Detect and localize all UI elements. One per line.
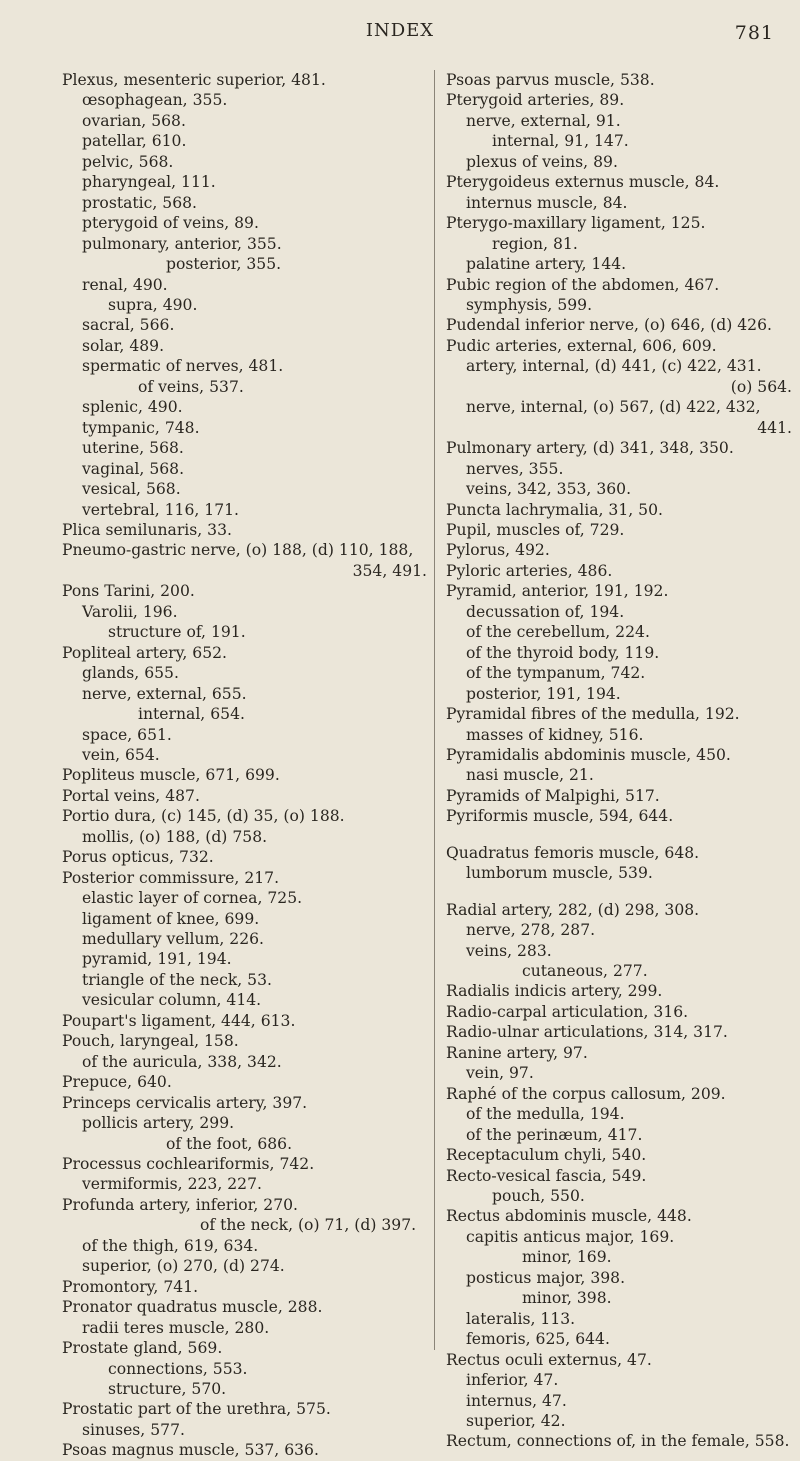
running-title: INDEX — [365, 20, 435, 41]
index-entry: Pneumo-gastric nerve, (o) 188, (d) 110, 188, — [62, 541, 414, 560]
index-entry: Pyramidalis abdominis muscle, 450. — [446, 745, 731, 764]
index-subentry: pollicis artery, 299. — [82, 1114, 235, 1133]
index-subentry: nerve, external, 91. — [466, 111, 621, 130]
index-entry: Pudendal inferior nerve, (o) 646, (d) 426. — [446, 316, 772, 335]
index-subentry: of the neck, (o) 71, (d) 397. — [200, 1216, 417, 1235]
index-entry: Recto-vesical fascia, 549. — [446, 1166, 647, 1185]
index-subentry: minor, 169. — [522, 1248, 612, 1267]
index-subentry: spermatic of nerves, 481. — [82, 357, 284, 376]
index-subentry: lumborum muscle, 539. — [466, 864, 653, 883]
index-entry: Processus cochleariformis, 742. — [62, 1155, 315, 1174]
index-subentry: pyramid, 191, 194. — [82, 950, 232, 969]
index-entry-continuation: (o) 564. — [730, 377, 792, 396]
index-subentry: cutaneous, 277. — [522, 962, 648, 981]
index-entry: Pyramidal fibres of the medulla, 192. — [446, 705, 740, 724]
index-entry: Ranine artery, 97. — [446, 1043, 588, 1062]
index-subentry: of the thyroid body, 119. — [466, 643, 660, 662]
index-subentry: glands, 655. — [82, 664, 179, 683]
index-subentry: radii teres muscle, 280. — [82, 1318, 270, 1337]
index-entry: Psoas magnus muscle, 537, 636. — [62, 1441, 319, 1460]
index-subentry: prostatic, 568. — [82, 193, 198, 212]
index-subentry: lateralis, 113. — [466, 1309, 576, 1328]
index-entry: Receptaculum chyli, 540. — [446, 1146, 647, 1165]
index-entry: Poupart's ligament, 444, 613. — [62, 1011, 296, 1030]
index-entry: Promontory, 741. — [62, 1277, 199, 1296]
index-subentry: internus muscle, 84. — [466, 193, 628, 212]
index-subentry: solar, 489. — [82, 336, 165, 355]
index-subentry: vaginal, 568. — [82, 459, 185, 478]
index-entry: Pubic region of the abdomen, 467. — [446, 275, 720, 294]
index-subentry: œsophagean, 355. — [82, 91, 228, 110]
column-divider — [434, 70, 435, 1350]
index-subentry: vesical, 568. — [82, 480, 181, 499]
index-column-left — [62, 70, 427, 1461]
index-subentry: posticus major, 398. — [466, 1268, 626, 1287]
index-subentry: capitis anticus major, 169. — [466, 1227, 675, 1246]
index-entry: Pronator quadratus muscle, 288. — [62, 1298, 323, 1317]
index-subentry: patellar, 610. — [82, 132, 187, 151]
index-subentry: space, 651. — [82, 725, 172, 744]
index-subentry: of the auricula, 338, 342. — [82, 1052, 282, 1071]
index-subentry: of the tympanum, 742. — [466, 664, 646, 683]
index-entry: Popliteus muscle, 671, 699. — [62, 766, 280, 785]
index-entry: Princeps cervicalis artery, 397. — [62, 1093, 308, 1112]
index-subentry: plexus of veins, 89. — [466, 152, 618, 171]
index-subentry: elastic layer of cornea, 725. — [82, 889, 303, 908]
index-subentry: pouch, 550. — [492, 1187, 585, 1206]
index-entry: Prepuce, 640. — [62, 1073, 172, 1092]
index-subentry: symphysis, 599. — [466, 295, 593, 314]
index-subentry: pelvic, 568. — [82, 152, 174, 171]
index-subentry: triangle of the neck, 53. — [82, 970, 272, 989]
index-subentry: of the foot, 686. — [166, 1134, 293, 1153]
index-entry: Pterygoid arteries, 89. — [446, 91, 625, 110]
page-number: 781 — [734, 22, 774, 44]
index-subentry: decussation of, 194. — [466, 602, 625, 621]
index-entry: Plexus, mesenteric superior, 481. — [62, 71, 326, 89]
index-subentry: pulmonary, anterior, 355. — [82, 234, 282, 253]
index-entry: Quadratus femoris muscle, 648. — [446, 843, 700, 862]
index-subentry: vein, 654. — [82, 745, 160, 764]
index-subentry: internal, 91, 147. — [492, 132, 629, 151]
index-entry: Portio dura, (c) 145, (d) 35, (o) 188. — [62, 807, 345, 826]
index-subentry: palatine artery, 144. — [466, 255, 627, 274]
index-entry: Popliteal artery, 652. — [62, 643, 228, 662]
index-entry-continuation: 354, 491. — [352, 561, 427, 580]
index-subentry: of the medulla, 194. — [466, 1105, 625, 1124]
index-subentry: tympanic, 748. — [82, 418, 200, 437]
index-entry: Posterior commissure, 217. — [62, 868, 280, 887]
index-entry-continuation: 441. — [757, 418, 792, 437]
index-entry: Radio-carpal articulation, 316. — [446, 1002, 689, 1021]
index-subentry: sinuses, 577. — [82, 1420, 185, 1439]
index-entry: Pyriformis muscle, 594, 644. — [446, 807, 674, 826]
index-subentry: of the perinæum, 417. — [466, 1125, 643, 1144]
index-entry: Pterygo-maxillary ligament, 125. — [446, 214, 706, 233]
index-subentry: internal, 654. — [138, 705, 245, 724]
index-subentry: vermiformis, 223, 227. — [82, 1175, 262, 1194]
index-subentry: sacral, 566. — [82, 316, 175, 335]
index-subentry: vein, 97. — [466, 1064, 534, 1083]
index-subentry: veins, 283. — [466, 941, 552, 960]
index-entry: Pterygoideus externus muscle, 84. — [446, 173, 720, 192]
index-subentry: inferior, 47. — [466, 1371, 559, 1390]
index-entry: Prostatic part of the urethra, 575. — [62, 1400, 331, 1419]
index-subentry: splenic, 490. — [82, 398, 183, 417]
index-subentry: nerve, 278, 287. — [466, 921, 596, 940]
index-entry: Puncta lachrymalia, 31, 50. — [446, 500, 663, 519]
section-gap — [446, 884, 792, 900]
index-subentry: supra, 490. — [108, 295, 198, 314]
index-entry: Portal veins, 487. — [62, 786, 200, 805]
index-subentry: nasi muscle, 21. — [466, 766, 594, 785]
index-subentry: nerve, internal, (o) 567, (d) 422, 432, — [466, 398, 761, 417]
index-subentry: nerves, 355. — [466, 459, 564, 478]
index-subentry: of the cerebellum, 224. — [466, 623, 650, 642]
index-subentry: posterior, 191, 194. — [466, 684, 621, 703]
index-subentry: superior, (o) 270, (d) 274. — [82, 1257, 285, 1276]
index-entry: Pupil, muscles of, 729. — [446, 520, 625, 539]
index-subentry: masses of kidney, 516. — [466, 725, 644, 744]
index-entry: Psoas parvus muscle, 538. — [446, 71, 655, 89]
index-subentry: of veins, 537. — [138, 377, 244, 396]
index-subentry: uterine, 568. — [82, 439, 184, 458]
index-subentry: connections, 553. — [108, 1359, 248, 1378]
index-entry: Rectum, connections of, in the female, 558. — [446, 1432, 790, 1451]
index-entry: Prostate gland, 569. — [62, 1339, 223, 1358]
index-subentry: structure, 570. — [108, 1380, 227, 1398]
index-subentry: Varolii, 196. — [82, 602, 178, 621]
index-entry: Plica semilunaris, 33. — [62, 520, 232, 539]
index-subentry: minor, 398. — [522, 1289, 612, 1308]
index-entry: Pouch, laryngeal, 158. — [62, 1032, 239, 1051]
index-entry: Radial artery, 282, (d) 298, 308. — [446, 900, 700, 919]
index-subentry: femoris, 625, 644. — [466, 1330, 610, 1349]
index-entry: Pudic arteries, external, 606, 609. — [446, 336, 717, 355]
index-subentry: ligament of knee, 699. — [82, 909, 260, 928]
index-entry: Raphé of the corpus callosum, 209. — [446, 1084, 726, 1103]
index-subentry: pharyngeal, 111. — [82, 173, 216, 192]
index-subentry: pterygoid of veins, 89. — [82, 214, 259, 233]
index-subentry: superior, 42. — [466, 1412, 566, 1430]
index-subentry: nerve, external, 655. — [82, 684, 247, 703]
index-subentry: posterior, 355. — [166, 255, 282, 274]
index-subentry: structure of, 191. — [108, 623, 246, 642]
index-subentry: region, 81. — [492, 234, 578, 253]
index-entry: Pons Tarini, 200. — [62, 582, 195, 601]
index-entry: Pylorus, 492. — [446, 541, 550, 560]
index-subentry: vertebral, 116, 171. — [82, 500, 240, 519]
index-entry: Rectus abdominis muscle, 448. — [446, 1207, 692, 1226]
running-head — [0, 20, 800, 50]
index-entry: Profunda artery, inferior, 270. — [62, 1195, 299, 1214]
index-subentry: medullary vellum, 226. — [82, 930, 265, 949]
index-entry: Rectus oculi externus, 47. — [446, 1350, 652, 1369]
index-subentry: mollis, (o) 188, (d) 758. — [82, 827, 268, 846]
index-subentry: ovarian, 568. — [82, 111, 186, 130]
index-subentry: renal, 490. — [82, 275, 168, 294]
index-subentry: artery, internal, (d) 441, (c) 422, 431. — [466, 357, 762, 376]
index-entry: Porus opticus, 732. — [62, 848, 214, 867]
section-gap — [446, 827, 792, 843]
index-subentry: veins, 342, 353, 360. — [466, 480, 632, 499]
index-entry: Pulmonary artery, (d) 341, 348, 350. — [446, 439, 734, 458]
index-entry: Radialis indicis artery, 299. — [446, 982, 663, 1001]
index-subentry: internus, 47. — [466, 1391, 567, 1410]
index-subentry: vesicular column, 414. — [82, 991, 262, 1010]
index-subentry: of the thigh, 619, 634. — [82, 1236, 259, 1255]
index-entry: Pyramids of Malpighi, 517. — [446, 786, 660, 805]
index-entry: Pyloric arteries, 486. — [446, 561, 613, 580]
index-entry: Pyramid, anterior, 191, 192. — [446, 582, 669, 601]
index-entry: Radio-ulnar articulations, 314, 317. — [446, 1023, 728, 1042]
index-column-right — [446, 70, 792, 1452]
